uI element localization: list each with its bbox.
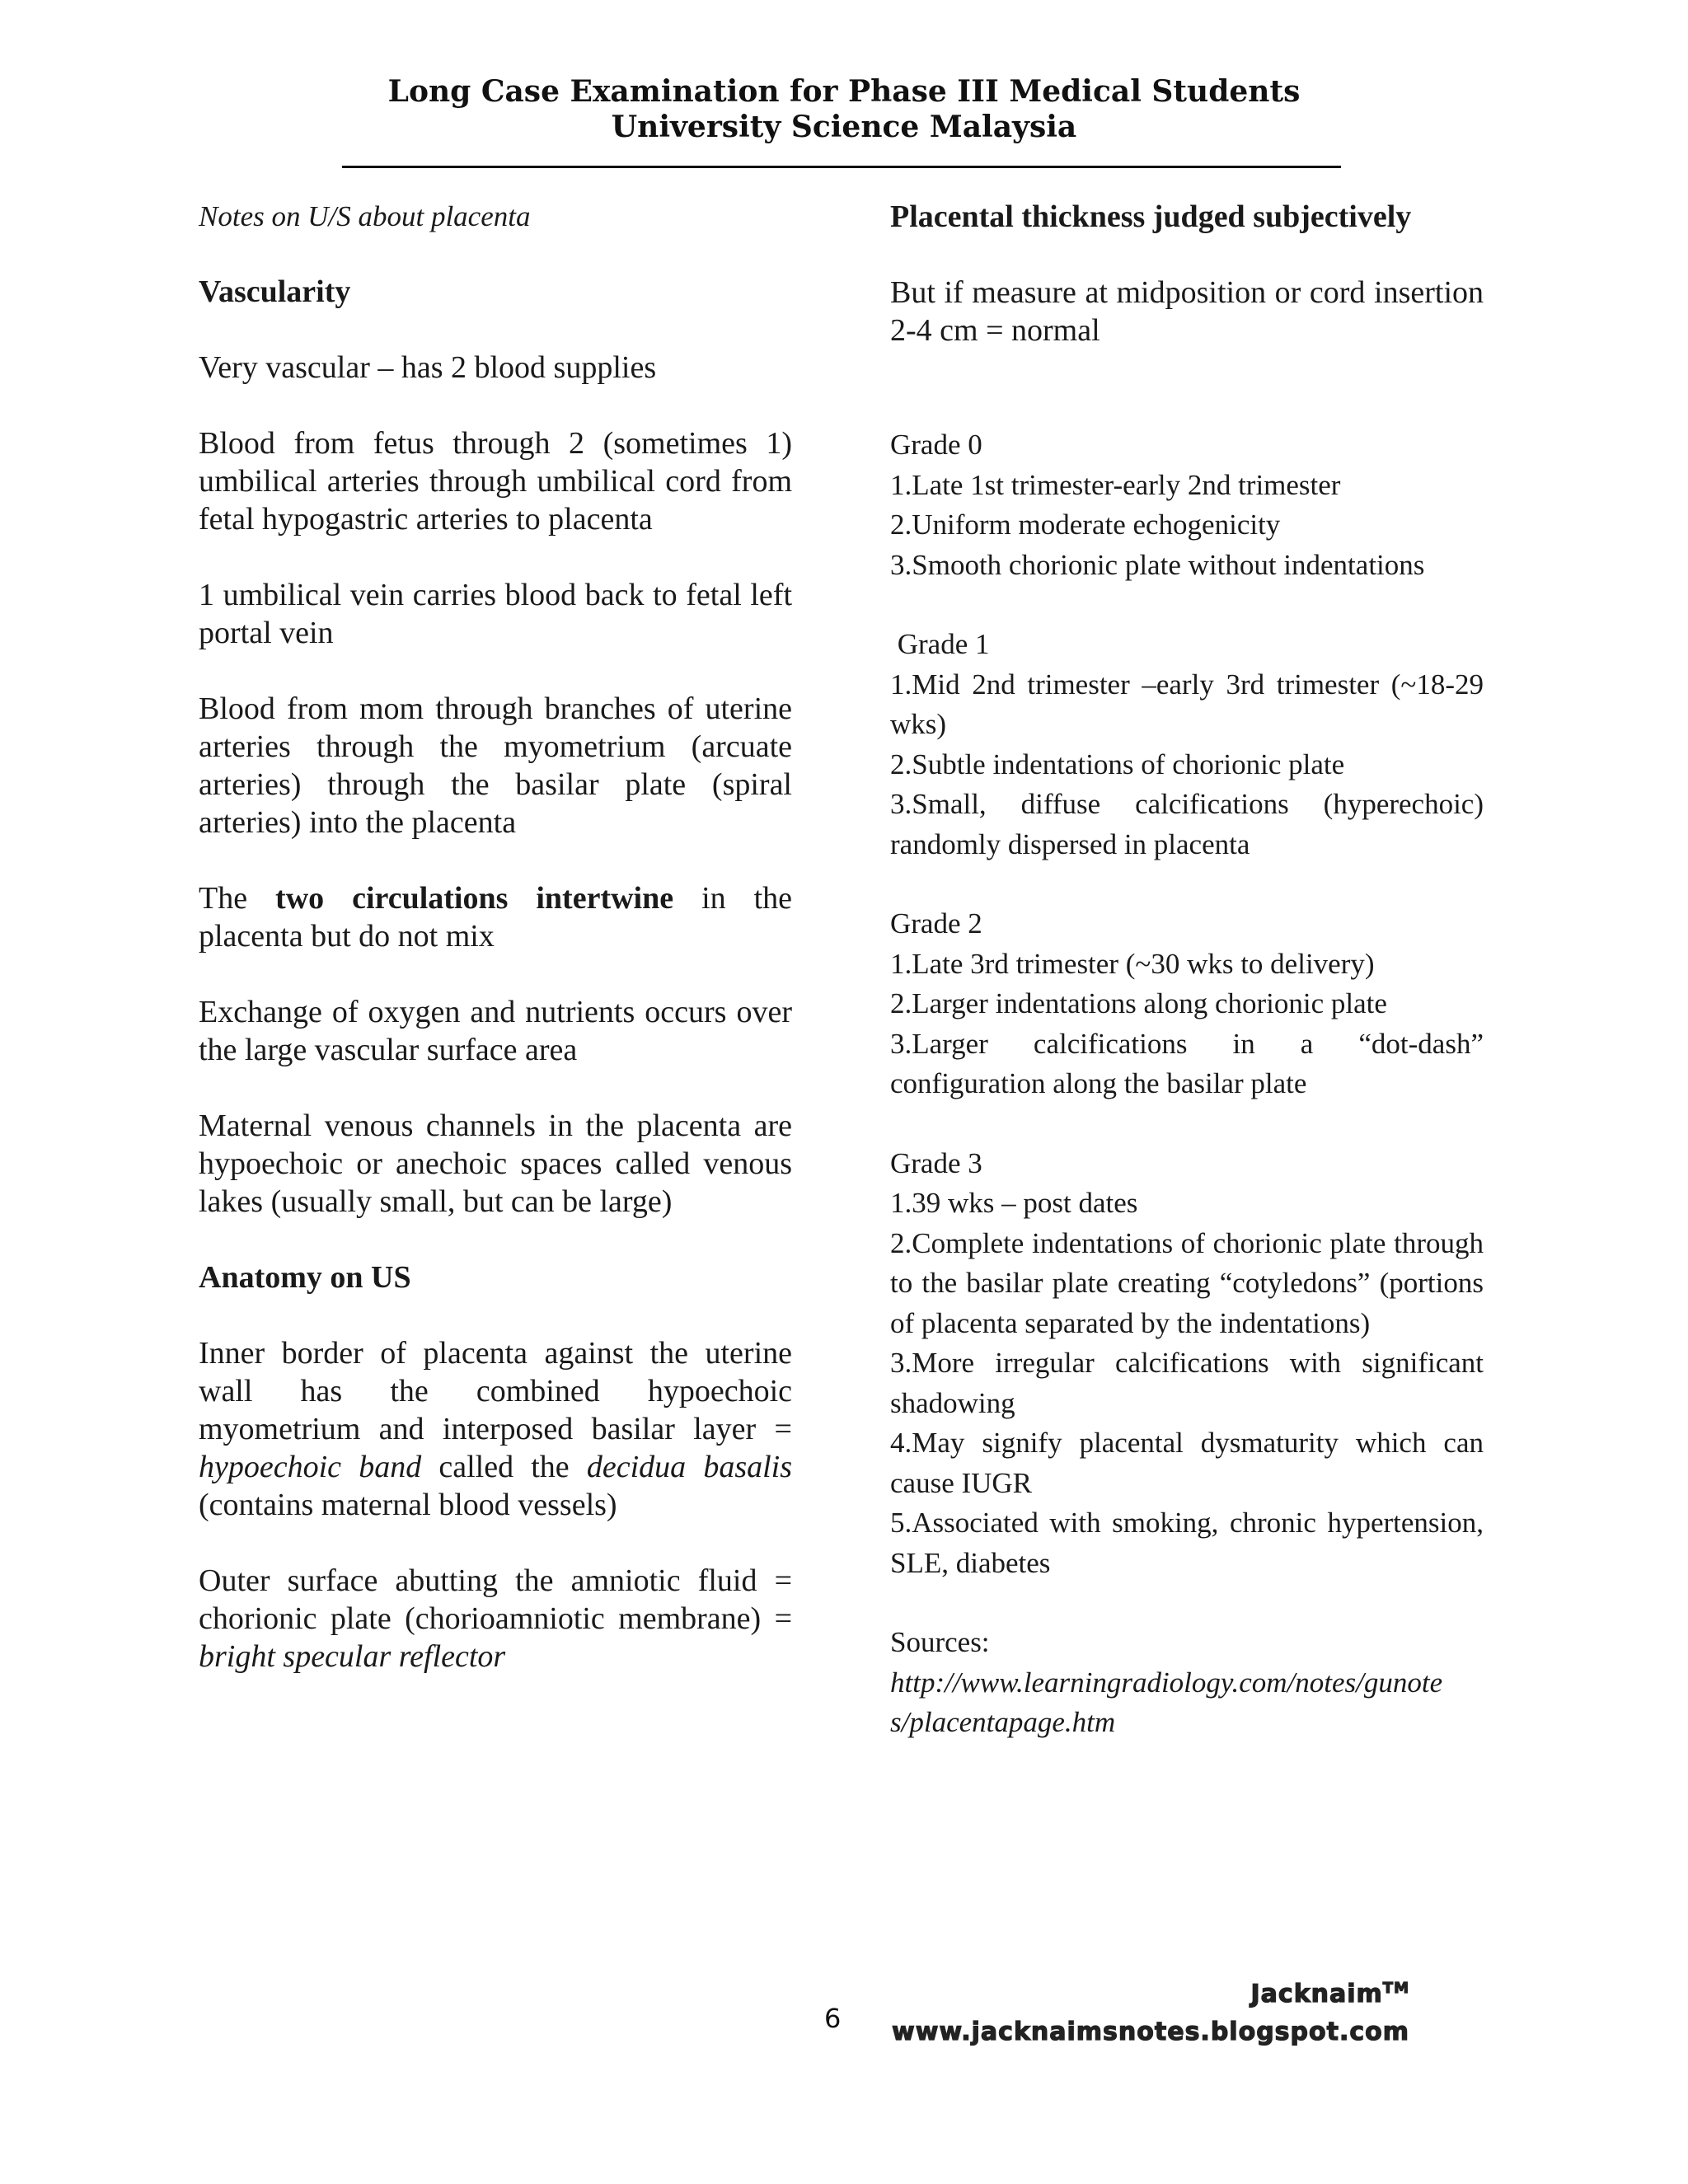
bold-text: two circulations intertwine bbox=[275, 881, 674, 916]
paragraph: Exchange of oxygen and nutrients occurs over the large vascular surface area bbox=[199, 995, 792, 1067]
brand-name bbox=[1251, 1980, 1410, 2008]
grade-item: 5.Associated with smoking, chronic hypertension, SLE, diabetes bbox=[890, 1507, 1484, 1579]
paragraph-outer-surface bbox=[199, 1562, 792, 1675]
header-title: Long Case Examination for Phase III Medical Students bbox=[387, 74, 1301, 109]
grade-item: 3.More irregular calcifications with significant shadowing bbox=[890, 1347, 1484, 1419]
thickness-heading: Placental thickness judged subjectively bbox=[890, 199, 1412, 234]
grade-item: 2.Subtle indentations of chorionic plate bbox=[890, 748, 1345, 780]
text: Outer surface abutting the amniotic fluid = chorionic plate (chorioamniotic membrane) = bbox=[199, 1563, 792, 1636]
text: Inner border of placenta against the uterine wall has the combined hypoechoic myometrium and interposed basilar layer = bbox=[199, 1336, 792, 1446]
brand-name-text: Jacknaim bbox=[1250, 1980, 1383, 2008]
paragraph: Blood from mom through branches of uterine arteries through the myometrium (arcuate arteries) through the basilar plate (spiral arteries) into the placenta bbox=[199, 691, 792, 840]
grade-item: 2.Uniform moderate echogenicity bbox=[890, 509, 1281, 541]
grade-block bbox=[890, 425, 1484, 585]
page-number: 6 bbox=[824, 2003, 842, 2034]
paragraph: 1 umbilical vein carries blood back to fetal left portal vein bbox=[199, 578, 792, 650]
grade-item: 3.Larger calcifications in a “dot-dash” configuration along the basilar plate bbox=[890, 1027, 1484, 1099]
paragraph: Very vascular – has 2 blood supplies bbox=[199, 350, 657, 385]
text: called the bbox=[421, 1450, 587, 1484]
grade-title: Grade 3 bbox=[890, 1146, 982, 1179]
brand-url[interactable]: www.jacknaimsnotes.blogspot.com bbox=[892, 2018, 1409, 2046]
sources-link[interactable]: http://www.learningradiology.com/notes/gunote bbox=[890, 1666, 1443, 1699]
text: in the placenta but do not mix bbox=[199, 881, 793, 954]
text: (contains maternal blood vessels) bbox=[199, 1488, 617, 1522]
paragraph-inner-border bbox=[199, 1334, 792, 1524]
text: The bbox=[199, 881, 276, 916]
vascularity-heading: Vascularity bbox=[199, 274, 351, 309]
sources-label: Sources: bbox=[890, 1626, 990, 1658]
grade-title: Grade 1 bbox=[890, 628, 990, 660]
sources-link[interactable]: s/placentapage.htm bbox=[890, 1706, 1116, 1738]
thickness-text: But if measure at midposition or cord insertion 2-4 cm = normal bbox=[890, 275, 1484, 348]
sources-block bbox=[890, 1623, 1484, 1743]
paragraph: Blood from fetus through 2 (sometimes 1) umbilical arteries through umbilical cord from fetal hypogastric arteries to placenta bbox=[199, 426, 792, 537]
grade-item: 1.39 wks – post dates bbox=[890, 1187, 1138, 1219]
right-column bbox=[890, 191, 1484, 1743]
notes-caption: Notes on U/S about placenta bbox=[199, 200, 531, 232]
grade-block bbox=[890, 1144, 1484, 1584]
grade-item: 3.Smooth chorionic plate without indentations bbox=[890, 548, 1425, 581]
grade-item: 2.Complete indentations of chorionic plate through to the basilar plate creating “cotyledons” (portions of placenta separated by the indentations) bbox=[890, 1226, 1484, 1339]
trademark-symbol: TM bbox=[1382, 1980, 1409, 1997]
grade-item: 1.Late 3rd trimester (~30 wks to delivery) bbox=[890, 947, 1375, 980]
header-subtitle: University Science Malaysia bbox=[611, 110, 1077, 144]
grade-item: 1.Mid 2nd trimester –early 3rd trimester (~18-29 wks) bbox=[890, 668, 1484, 740]
grade-item: 2.Larger indentations along chorionic plate bbox=[890, 987, 1387, 1019]
italic-text: bright specular reflector bbox=[199, 1639, 506, 1674]
grade-item: 1.Late 1st trimester-early 2nd trimester bbox=[890, 468, 1341, 501]
grade-block bbox=[890, 625, 1484, 865]
paragraph: Maternal venous channels in the placenta are hypoechoic or anechoic spaces called venous lakes (usually small, but can be large) bbox=[199, 1108, 792, 1219]
grade-item: 4.May signify placental dysmaturity which can cause IUGR bbox=[890, 1427, 1484, 1499]
italic-text: hypoechoic band bbox=[199, 1450, 422, 1484]
italic-text: decidua basalis bbox=[586, 1450, 793, 1484]
paragraph-circulations bbox=[199, 879, 792, 955]
header-divider bbox=[342, 166, 1341, 168]
grade-title: Grade 0 bbox=[890, 429, 982, 461]
grade-title: Grade 2 bbox=[890, 907, 982, 940]
anatomy-heading: Anatomy on US bbox=[199, 1260, 411, 1295]
left-column bbox=[199, 191, 792, 1675]
grade-item: 3.Small, diffuse calcifications (hyperechoic) randomly dispersed in placenta bbox=[890, 788, 1484, 860]
grade-block bbox=[890, 904, 1484, 1104]
